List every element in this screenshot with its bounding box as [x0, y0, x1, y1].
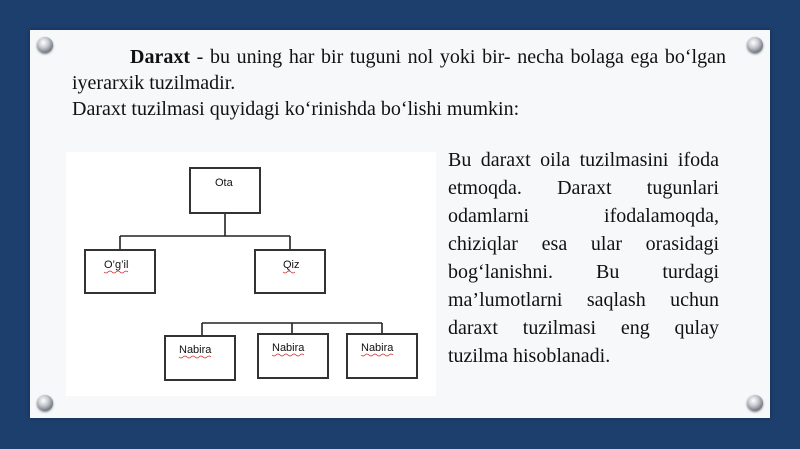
pin-icon	[37, 395, 53, 411]
pin-icon	[37, 37, 53, 53]
pin-icon	[747, 37, 763, 53]
slide	[30, 30, 770, 418]
tree-edges	[120, 213, 382, 336]
node-nabira-1	[165, 336, 235, 380]
term-daraxt: Daraxt	[130, 46, 190, 68]
explanation-paragraph: Bu daraxt oila tuzilmasini ifoda etmoqda. Daraxt tugunlari odamlarni ifodalamoqda, chiziqlar esa ular orasidagi bog‘lanishni. Bu turdagi ma’lumotlarni saqlash uchun daraxt tuzilmasi eng qulay tuzilma hisoblanadi.	[448, 149, 719, 367]
node-label-nabira-2: Nabira	[272, 342, 305, 354]
node-label-nabira-3: Nabira	[361, 342, 394, 354]
family-tree-diagram	[66, 152, 436, 396]
definition-text: - bu uning har bir tuguni nol yoki bir- necha bolaga ega bo‘lgan iyerarxik tuzilmadir.	[72, 46, 726, 94]
node-qiz	[255, 250, 325, 293]
node-label-nabira-1: Nabira	[179, 344, 212, 356]
node-label-ota: Ota	[215, 177, 233, 189]
node-label-ogil: O’g’il	[104, 259, 129, 271]
pin-icon	[747, 395, 763, 411]
node-ota	[190, 168, 260, 213]
intro-subline: Daraxt tuzilmasi quyidagi ko‘rinishda bo‘lishi mumkin:	[72, 98, 520, 120]
node-ogil	[85, 250, 155, 293]
intro-paragraph	[72, 44, 726, 122]
node-nabira-3	[347, 334, 417, 378]
node-nabira-2	[258, 334, 328, 378]
node-label-qiz: Qiz	[283, 259, 300, 271]
